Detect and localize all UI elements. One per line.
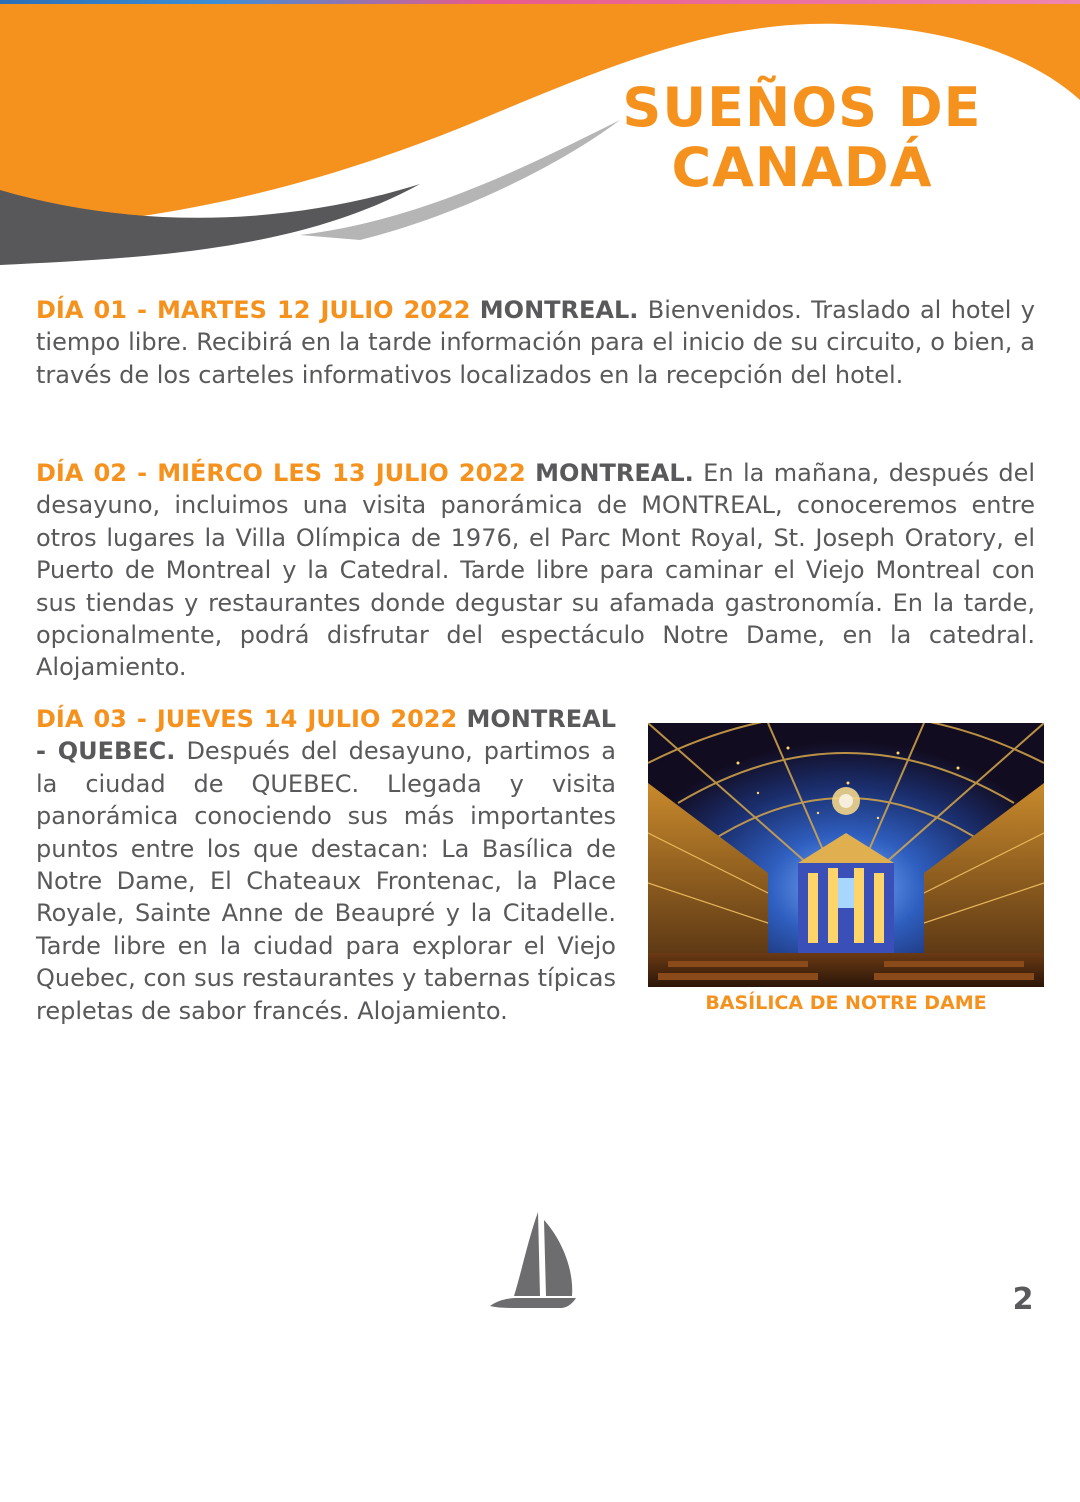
day-date: DÍA 02 - MIÉRCO LES 13 JULIO 2022 [36,459,526,487]
sailboat-icon [488,1210,580,1310]
itinerary-day-1 [36,294,1035,391]
photo-caption: BASÍLICA DE NOTRE DAME [705,992,987,1014]
day-city: MONTREAL. [535,459,694,487]
page-title [592,78,1012,198]
itinerary-day-2 [36,457,1035,684]
itinerary-day-3 [36,703,616,1027]
day-description: Bienvenidos. Traslado al hotel y tiempo libre. Recibirá en la tarde información para el inicio de su circuito, o bien, a través de los carteles informativos localizados en la recepción del hotel. [36,296,1035,389]
day-city: MONTREAL. [479,296,639,324]
day-city: MONTREAL - QUEBEC. [36,705,616,766]
day-date: DÍA 03 - JUEVES 14 JULIO 2022 [36,705,458,733]
day-date: DÍA 01 - MARTES 12 JULIO 2022 [36,296,471,324]
title-line-1: SUEÑOS DE [622,76,982,139]
day-description: En la mañana, después del desayuno, incluimos una visita panorámica de MONTREAL, conoceremos entre otros lugares la Villa Olímpica de 1976, el Parc Mont Royal, St. Joseph Oratory, el Puerto de Montreal y la Catedral. Tarde libre para caminar el Viejo Montreal con sus tiendas y restaurantes donde degustar su afamada gastronomía. En la tarde, opcionalmente, podrá disfrutar del espectáculo Notre Dame, en la catedral. Alojamiento. [36,459,1036,682]
basilica-photo [648,723,1044,987]
day-description: Después del desayuno, partimos a la ciudad de QUEBEC. Llegada y visita panorámica conociendo sus más importantes puntos entre los que destacan: La Basílica de Notre Dame, El Chateaux Frontenac, la Place Royale, Sainte Anne de Beaupré y la Citadelle. Tarde libre en la ciudad para explorar el Viejo Quebec, con sus restaurantes y tabernas típicas repletas de sabor francés. Alojamiento. [36,737,616,1025]
title-line-2: CANADÁ [671,136,933,199]
page-number: 2 [1012,1282,1034,1317]
